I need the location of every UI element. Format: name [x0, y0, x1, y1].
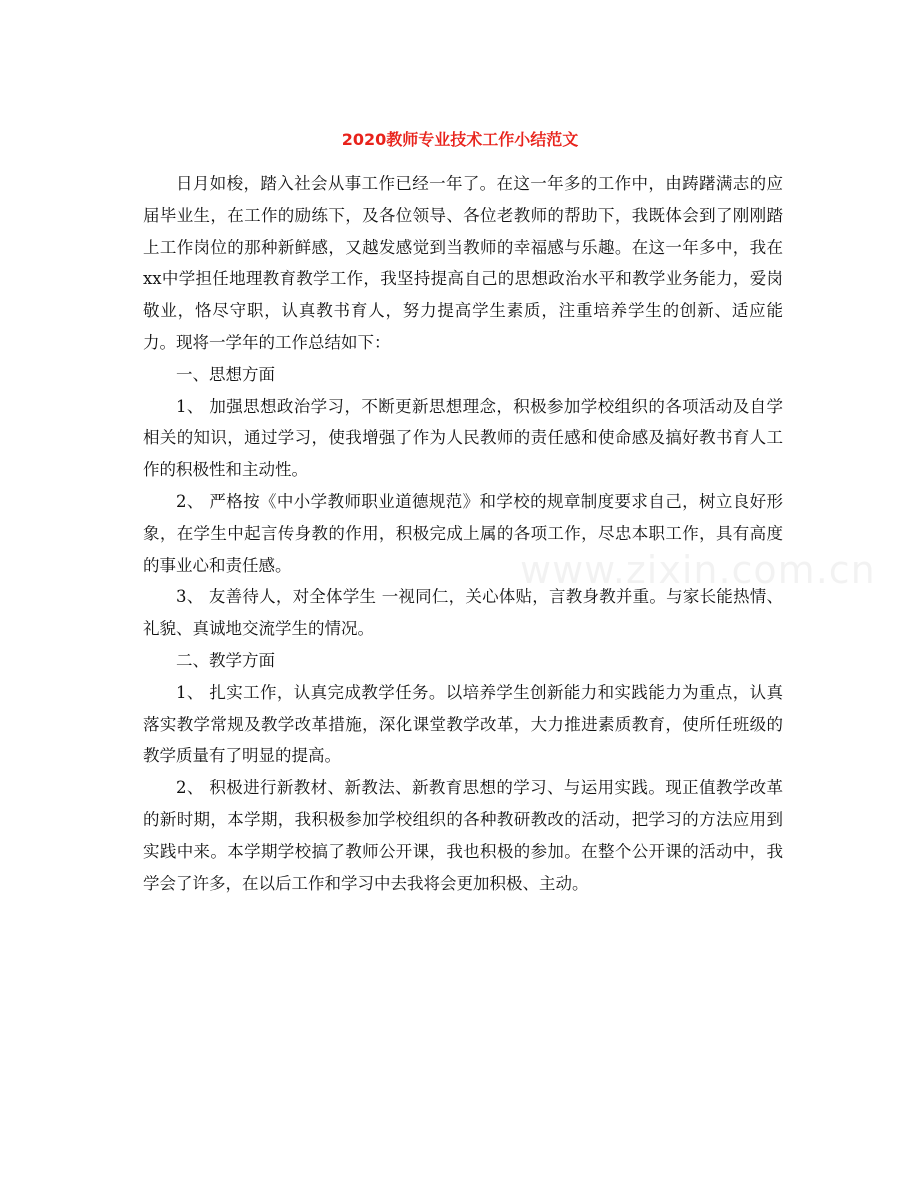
section-heading-ideology: 一、思想方面 [176, 364, 275, 384]
ideology-item-2: 2、 严格按《中小学教师职业道德规范》和学校的规章制度要求自己，树立良好形象，在学生中起言传身教的作用，积极完成上属的各项工作，尽忠本职工作，具有高度的事业心和责任感。 [143, 491, 783, 575]
document-body [143, 168, 783, 899]
watermark: www.zixin.com.cn [520, 548, 876, 592]
ideology-item-3: 3、 友善待人，对全体学生 一视同仁，关心体贴，言教身教并重。与家长能热情、礼貌、真诚地交流学生的情况。 [143, 587, 783, 639]
intro-paragraph: 日月如梭，踏入社会从事工作已经一年了。在这一年多的工作中，由踌躇满志的应届毕业生，在工作的励练下，及各位领导、各位老教师的帮助下，我既体会到了刚刚踏上工作岗位的那种新鲜感，又越发感觉到当教师的幸福感与乐趣。在这一年多中，我在xx中学担任地理教育教学工作，我坚持提高自己的思想政治水平和教学业务能力，爱岗敬业，恪尽守职，认真教书育人，努力提高学生素质，注重培养学生的创新、适应能力。现将一学年的工作总结如下： [143, 174, 783, 352]
teaching-item-1: 1、 扎实工作，认真完成教学任务。以培养学生创新能力和实践能力为重点，认真落实教学常规及教学改革措施，深化课堂教学改革，大力推进素质教育，使所任班级的教学质量有了明显的提高。 [143, 682, 783, 766]
teaching-item-2: 2、 积极进行新教材、新教法、新教育思想的学习、与运用实践。现正值教学改革的新时期，本学期，我积极参加学校组织的各种教研教改的活动，把学习的方法应用到实践中来。本学期学校搞了教师公开课，我也积极的参加。在整个公开课的活动中，我学会了许多，在以后工作和学习中去我将会更加积极、主动。 [143, 778, 783, 893]
document-title: 2020教师专业技术工作小结范文 [341, 130, 579, 149]
ideology-item-1: 1、 加强思想政治学习，不断更新思想理念，积极参加学校组织的各项活动及自学相关的知识，通过学习，使我增强了作为人民教师的责任感和使命感及搞好教书育人工作的积极性和主动性。 [143, 396, 783, 480]
section-heading-teaching: 二、教学方面 [176, 650, 275, 670]
